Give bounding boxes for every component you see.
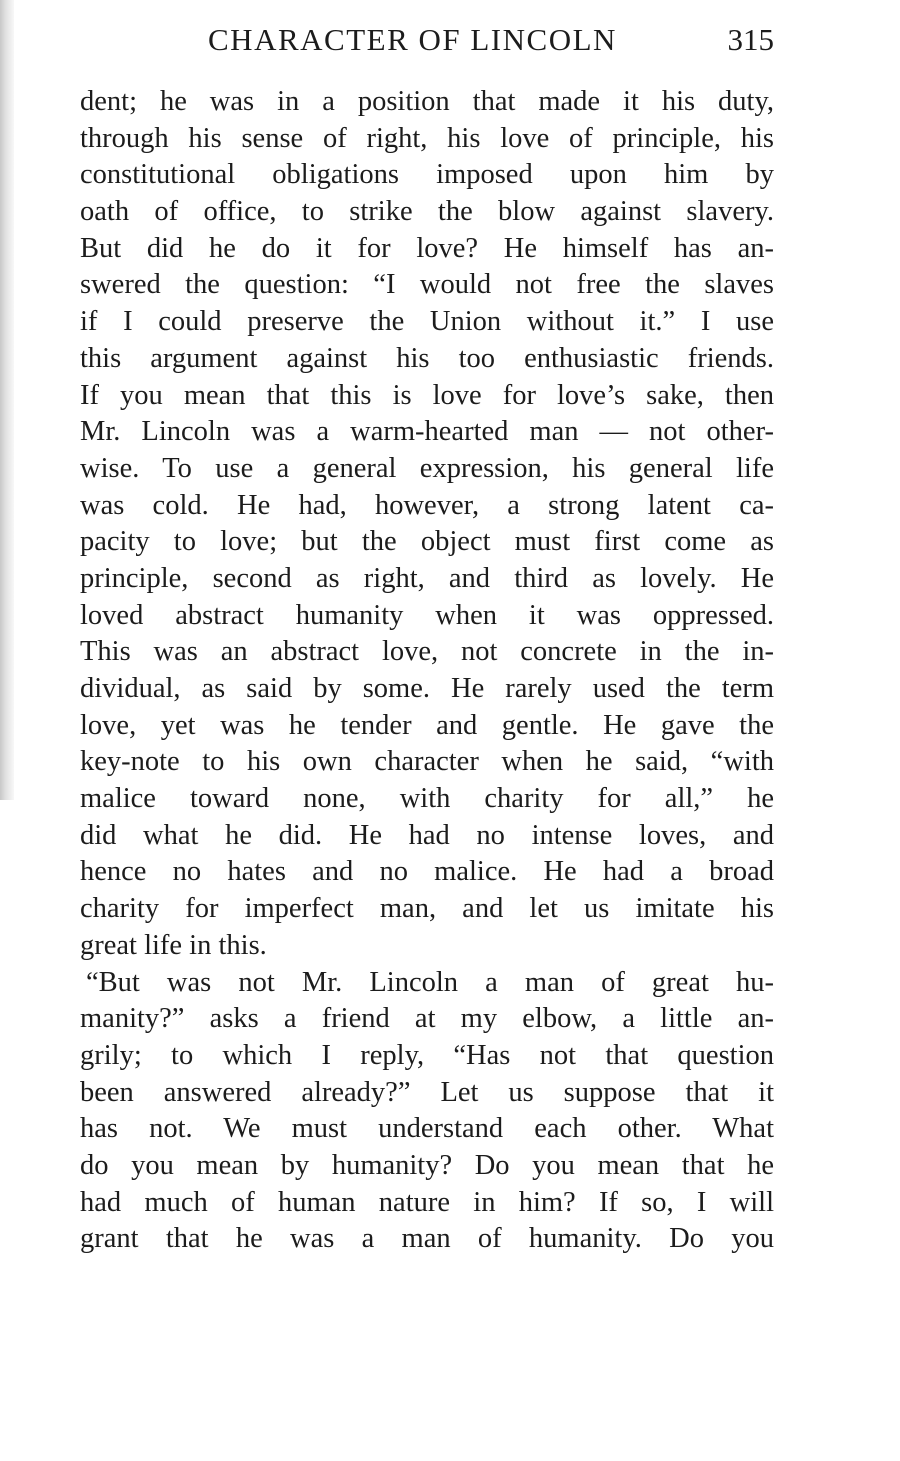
text-line: if I could preserve the Union without it.” I use (80, 306, 774, 338)
text-line: If you mean that this is love for love’s sake, then (80, 379, 774, 411)
page-number: 315 (727, 22, 774, 57)
text-line: did what he did. He had no intense loves, and (80, 819, 774, 851)
text-line: pacity to love; but the object must first come as (80, 526, 774, 558)
text-line: swered the question: “I would not free the slaves (80, 269, 774, 301)
text-line: But did he do it for love? He himself has an- (80, 232, 774, 264)
text-line: grily; to which I reply, “Has not that question (80, 1039, 774, 1071)
text-line: principle, second as right, and third as lovely. He (80, 562, 774, 594)
text-line: has not. We must understand each other. What (80, 1113, 774, 1145)
paragraph-last-line: great life in this. (80, 929, 267, 961)
text-line: been answered already?” Let us suppose that it (80, 1076, 774, 1108)
text-line: constitutional obligations imposed upon him by (80, 159, 774, 191)
text-line: dent; he was in a position that made it his duty, (80, 86, 774, 117)
page-header (80, 22, 774, 68)
text-line: grant that he was a man of humanity. Do you (80, 1223, 774, 1255)
text-line: oath of office, to strike the blow against slavery. (80, 196, 774, 228)
text-line: do you mean by humanity? Do you mean that he (80, 1149, 774, 1181)
text-line: this argument against his too enthusiastic friends. (80, 342, 774, 374)
text-line: manity?” asks a friend at my elbow, a little an- (80, 1003, 774, 1035)
text-line: dividual, as said by some. He rarely used the term (80, 673, 774, 704)
text-line: had much of human nature in him? If so, I will (80, 1186, 774, 1218)
text-line: wise. To use a general expression, his general life (80, 452, 774, 484)
running-head: CHARACTER OF LINCOLN (208, 22, 617, 57)
text-line: through his sense of right, his love of principle, his (80, 122, 774, 154)
text-line: key-note to his own character when he said, “with (80, 746, 774, 778)
text-line: love, yet was he tender and gentle. He gave the (80, 709, 774, 741)
text-line: This was an abstract love, not concrete in the in- (80, 636, 774, 668)
text-line: hence no hates and no malice. He had a broad (80, 856, 774, 888)
body-text (80, 84, 774, 1258)
text-line: malice toward none, with charity for all,” he (80, 783, 774, 815)
binding-edge (0, 0, 14, 800)
paragraph-first-line: “But was not Mr. Lincoln a man of great hu- (86, 966, 774, 998)
text-line: loved abstract humanity when it was oppressed. (80, 599, 774, 631)
text-line: Mr. Lincoln was a warm-hearted man — not other- (80, 416, 774, 448)
text-line: was cold. He had, however, a strong latent ca- (80, 489, 774, 521)
text-line: charity for imperfect man, and let us imitate his (80, 893, 774, 925)
